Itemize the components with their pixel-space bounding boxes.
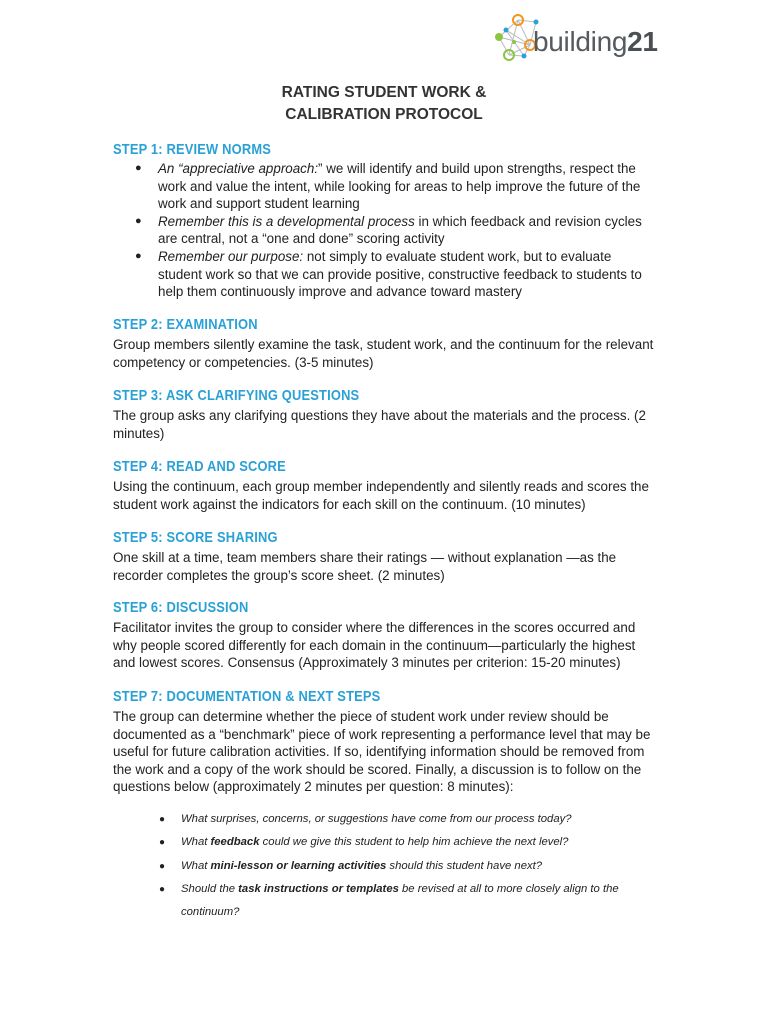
question-text: Should the <box>181 882 239 895</box>
question-item <box>159 808 639 831</box>
norm-item <box>113 213 658 248</box>
discussion-questions-list <box>159 808 639 924</box>
step-3-section <box>113 386 658 442</box>
step-2-text: Group members silently examine the task, student work, and the continuum for the relevant competency or competencies. (3-5 minutes) <box>113 337 654 370</box>
logo-wordmark <box>533 25 658 59</box>
step-5-heading: STEP 5: SCORE SHARING <box>113 529 278 546</box>
bullet-icon: ● <box>135 249 142 262</box>
step-3-heading: STEP 3: ASK CLARIFYING QUESTIONS <box>113 387 360 404</box>
norm-item-italic: Remember this is a developmental process <box>158 213 415 229</box>
question-text-end: could we give this student to help him achieve the next level? <box>259 836 569 849</box>
step-6-text: Facilitator invites the group to consider where the differences in the scores occurred and why people scored differently for each domain in the continuum—particularly the highest and lowest scores. Consensus (Approximately 3 minutes per criterion: 15-20 minutes) <box>113 620 636 671</box>
step-5-section <box>113 528 658 584</box>
title-line-1: RATING STUDENT WORK & <box>281 84 487 101</box>
document-title <box>0 82 768 126</box>
norm-item-text: in which feedback and revision cycles are central, not a “one and done” scoring activity <box>158 213 642 247</box>
norm-item <box>113 248 658 301</box>
step-6-section <box>113 598 658 672</box>
step-7-heading: STEP 7: DOCUMENTATION & NEXT STEPS <box>113 688 381 705</box>
bullet-icon: ● <box>135 214 142 227</box>
bullet-icon: ● <box>159 837 166 849</box>
step-1-section <box>113 140 658 301</box>
question-item <box>159 855 639 878</box>
bullet-icon: ● <box>159 814 166 825</box>
step-2-section <box>113 315 658 371</box>
norm-item-text: not simply to evaluate student work, but to evaluate student work so that we can provide positive, constructive feedback to students to help them continuously improve and advance toward mastery <box>158 248 642 300</box>
question-text: What <box>181 836 211 849</box>
norm-item-italic: Remember our purpose: <box>158 248 304 264</box>
title-line-2: CALIBRATION PROTOCOL <box>285 106 483 123</box>
norm-item-italic: An “appreciative approach: <box>158 161 319 176</box>
question-bold: mini-lesson or learning activities <box>210 859 387 872</box>
step-4-section <box>113 457 658 513</box>
bullet-icon: ● <box>159 860 166 872</box>
question-item <box>159 831 639 854</box>
step-5-text: One skill at a time, team members share their ratings — without explanation —as the recorder completes the group’s score sheet. (2 minutes) <box>113 550 617 583</box>
logo-text-number: 21 <box>627 26 658 57</box>
building21-logo <box>490 12 680 68</box>
question-text: What <box>181 859 211 872</box>
step-6-heading: STEP 6: DISCUSSION <box>113 599 249 616</box>
step-7-text: The group can determine whether the piece of student work under review should be documented as a “benchmark” piece of work representing a performance level that may be useful for future calibration activities. If so, identifying information should be removed from the work and a copy of the work should be scored. Finally, a discussion is to follow on the questions below (approximately 2 minutes per question: 8 minutes): <box>113 709 651 795</box>
step-7-section <box>113 687 658 796</box>
norm-item <box>113 160 658 213</box>
step-4-text: Using the continuum, each group member independently and silently reads and scores the student work against the indicators for each skill on the continuum. (10 minutes) <box>113 479 649 512</box>
norms-list <box>113 160 658 301</box>
step-3-text: The group asks any clarifying questions they have about the materials and the process. (2 minutes) <box>113 408 646 441</box>
step-2-heading: STEP 2: EXAMINATION <box>113 316 258 333</box>
norm-item-text: ” we will identify and build upon strengths, respect the work and value the intent, while looking for areas to help improve the future of the work and support student learning <box>158 161 641 212</box>
question-text: What surprises, concerns, or suggestions have come from our process today? <box>181 813 572 825</box>
question-text-end: be revised at all to more closely align to the continuum? <box>181 882 619 919</box>
question-bold: task instructions or templates <box>238 882 399 895</box>
bullet-icon: ● <box>135 162 142 174</box>
step-1-heading: STEP 1: REVIEW NORMS <box>113 141 272 158</box>
logo-text-main: building <box>533 26 628 57</box>
question-bold: feedback <box>210 836 260 849</box>
bullet-icon: ● <box>159 883 166 895</box>
step-4-heading: STEP 4: READ AND SCORE <box>113 458 286 475</box>
question-item <box>159 878 639 925</box>
question-text-end: should this student have next? <box>386 859 543 872</box>
